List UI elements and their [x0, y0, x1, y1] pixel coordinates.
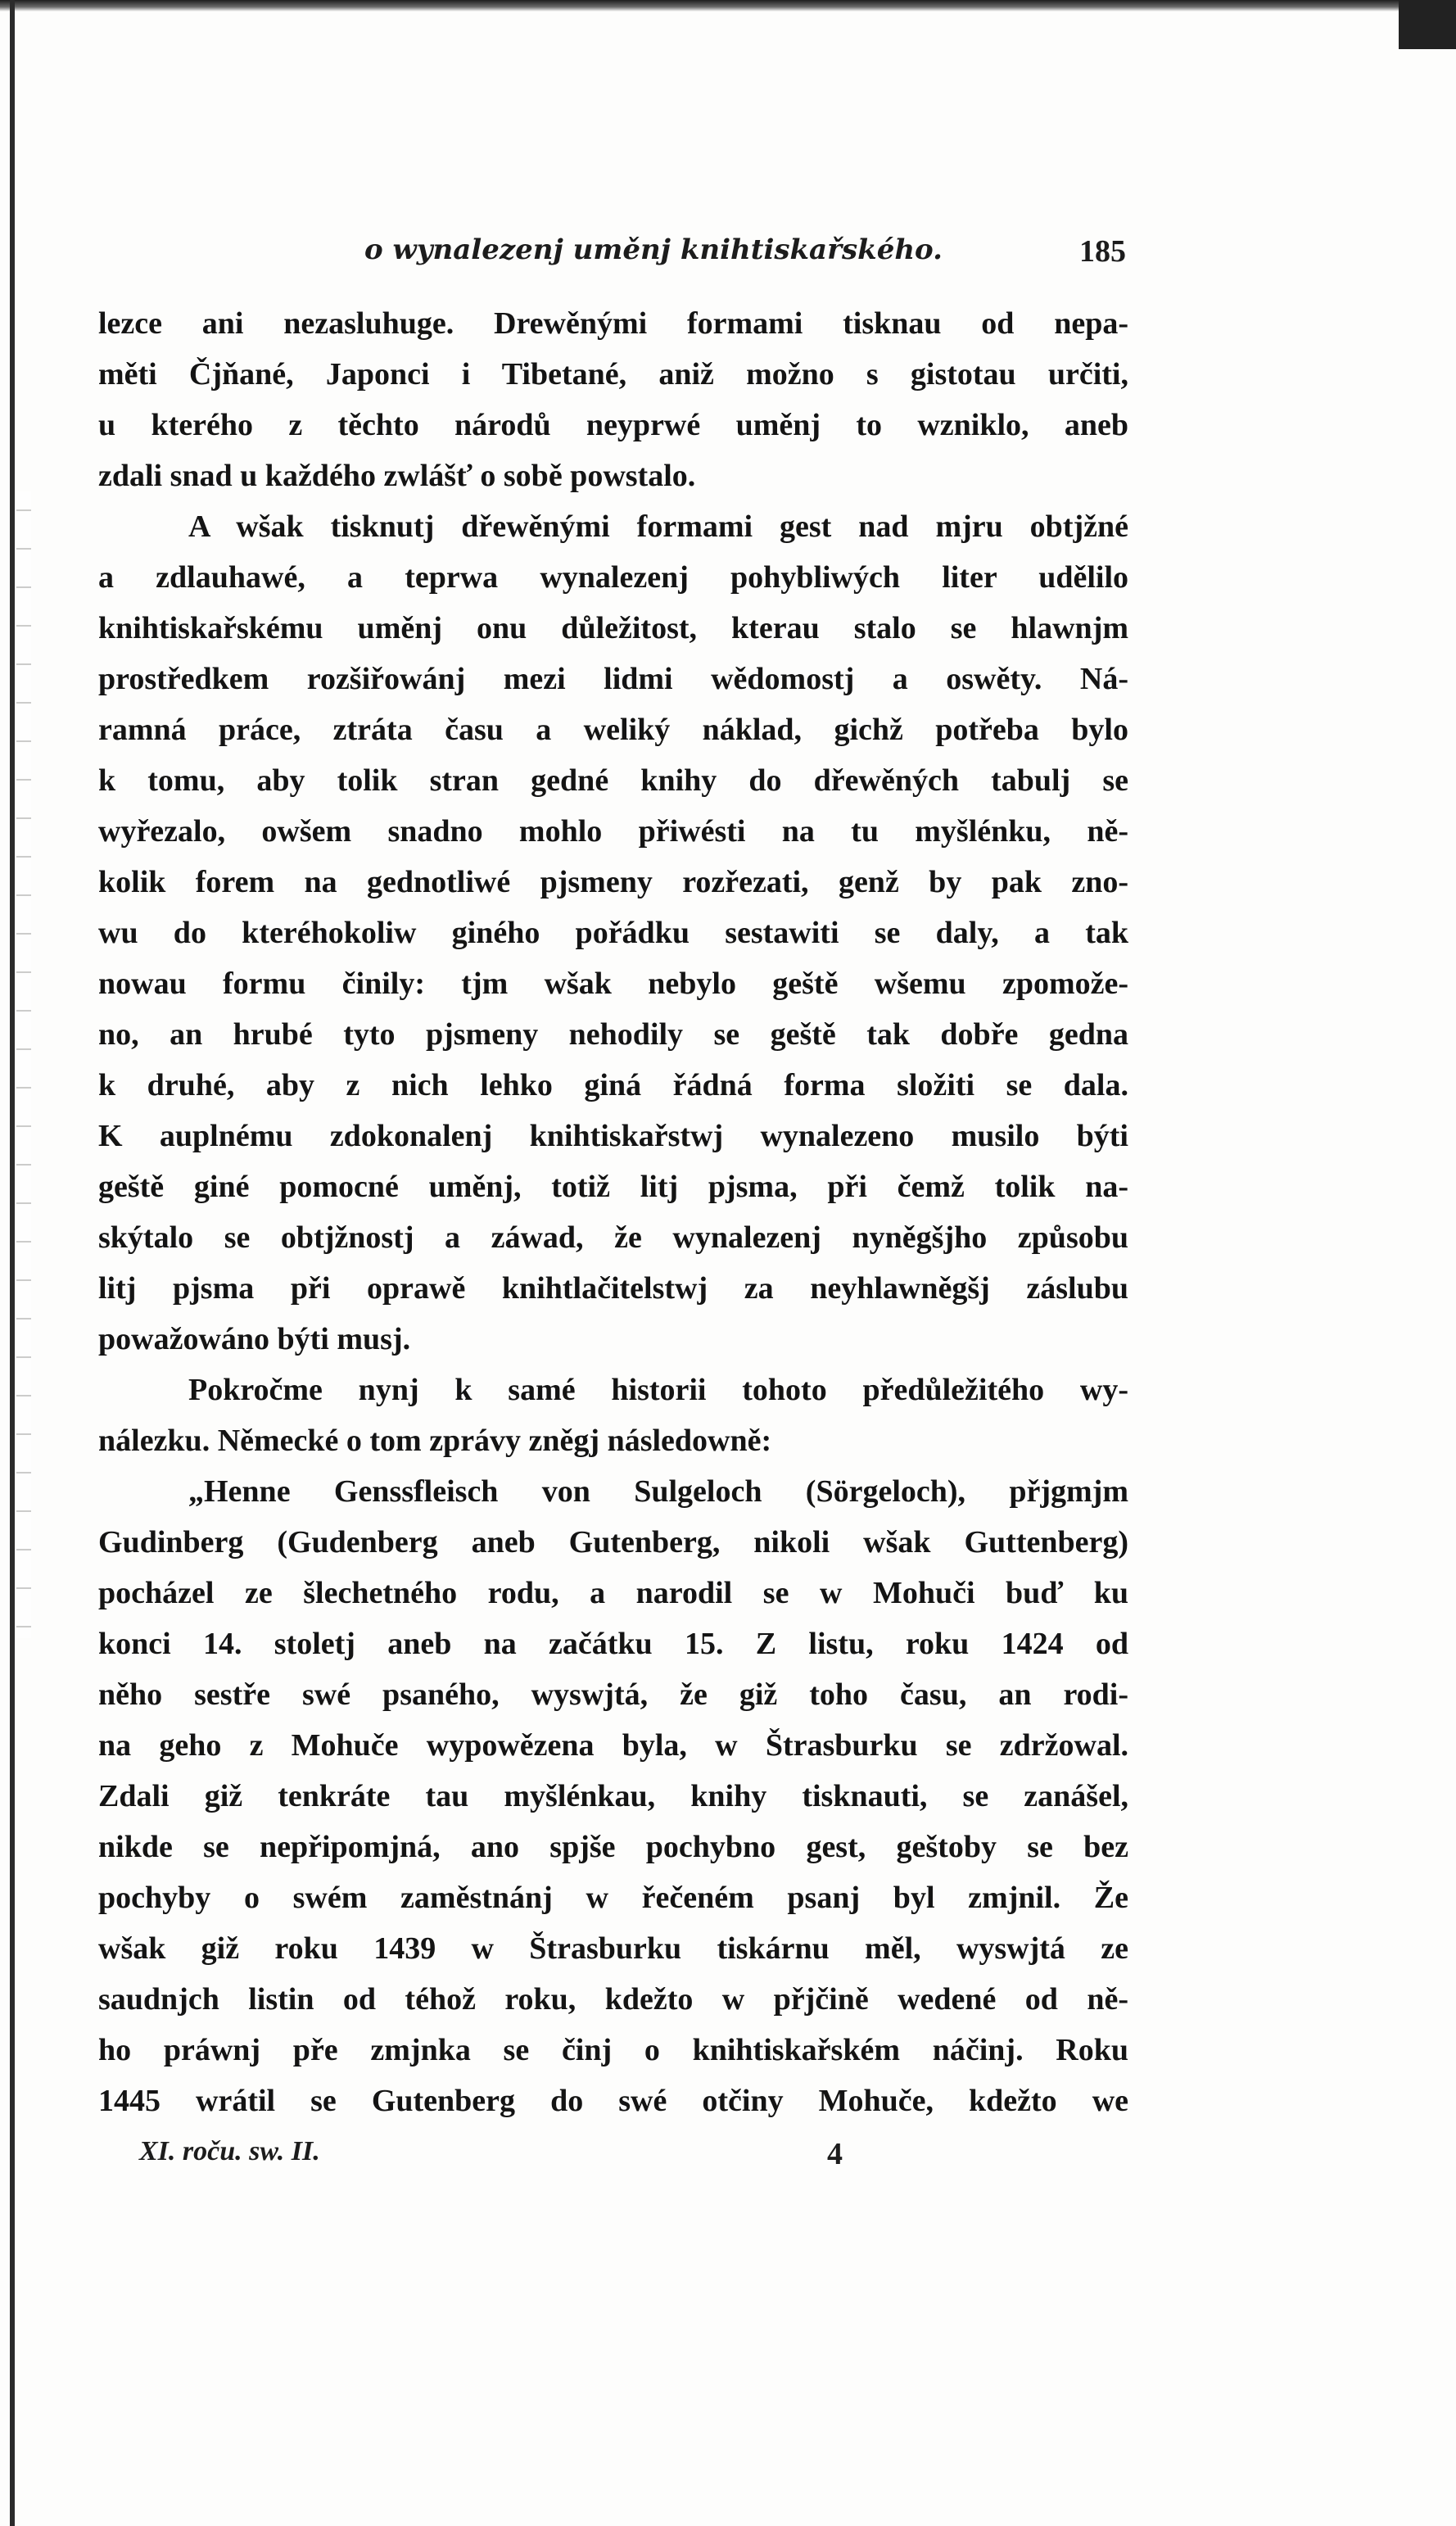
scan-edge-corner [1399, 0, 1456, 49]
text-line: skýtalo se obtjžnostj a záwad, že wynalezenj nyněgšjho způsobu [98, 1220, 1128, 1255]
text-line: Zdali giž tenkráte tau myšlénkau, knihy tisknauti, se zanášel, [98, 1779, 1128, 1813]
text-line: kolik forem na gednotliwé pjsmeny rozřezati, genž by pak zno- [98, 865, 1128, 899]
text-line: geště giné pomocné uměnj, totiž litj pjsma, při čemž tolik na- [98, 1170, 1128, 1204]
text-line: Pokročme nynj k samé historii tohoto předůležitého wy- [188, 1373, 1128, 1407]
text-line: konci 14. stoletj aneb na začátku 15. Z listu, roku 1424 od [98, 1627, 1128, 1661]
text-line: prostředkem rozšiřowánj mezi lidmi wědomostj a oswěty. Ná- [98, 662, 1128, 696]
text-line: k tomu, aby tolik stran gedné knihy do dřewěných tabulj se [98, 763, 1128, 798]
page-header [364, 233, 1126, 271]
text-line: A wšak tisknutj dřewěnými formami gest nad mjru obtjžné [188, 509, 1128, 544]
text-line: nowau formu činily: tjm wšak nebylo geště wšemu zpomože- [98, 966, 1128, 1001]
page-footer [139, 2136, 1122, 2177]
scan-edge-left [10, 0, 15, 2526]
text-line: wu do kteréhokoliw giného pořádku sestawiti se daly, a tak [98, 916, 1128, 950]
text-line: k druhé, aby z nich lehko giná řádná forma složiti se dala. [98, 1068, 1128, 1102]
text-line: ho práwnj pře zmjnka se činj o knihtiskařském náčinj. Roku [98, 2033, 1128, 2067]
scan-edge-top [0, 0, 1456, 11]
text-line: nálezku. Německé o tom zprávy zněgj následowně: [98, 1424, 772, 1458]
text-line: měti Čjňané, Japonci i Tibetané, aniž možno s gistotau určiti, [98, 357, 1128, 392]
text-line: a zdlauhawé, a teprwa wynalezenj pohybliwých liter udělilo [98, 560, 1128, 595]
text-line: saudnjch listin od téhož roku, kdežto w přjčině wedené od ně- [98, 1982, 1128, 2017]
printer-signature: XI. roču. sw. II. [139, 2136, 320, 2166]
text-line: „Henne Genssfleisch von Sulgeloch (Sörgeloch), přjgmjm [188, 1474, 1128, 1509]
text-line: u kterého z těchto národů neyprwé uměnj to wzniklo, aneb [98, 408, 1128, 442]
running-title: o wynalezenj uměnj knihtiskařského. [364, 233, 943, 266]
text-line: K auplnému zdokonalenj knihtiskařstwj wynalezeno musilo býti [98, 1119, 1128, 1153]
text-line: knihtiskařskému uměnj onu důležitost, kterau stalo se hlawnjm [98, 611, 1128, 645]
scan-specks [16, 491, 31, 1638]
text-line: powažowáno býti musj. [98, 1322, 411, 1356]
text-line: 1445 wrátil se Gutenberg do swé otčiny Mohuče, kdežto we [98, 2084, 1128, 2118]
text-line: no, an hrubé tyto pjsmeny nehodily se geště tak dobře gedna [98, 1017, 1128, 1052]
text-line: pochyby o swém zaměstnánj w řečeném psanj byl zmjnil. Že [98, 1881, 1128, 1915]
text-line: pocházel ze šlechetného rodu, a narodil se w Mohuči buď ku [98, 1576, 1128, 1610]
body-text [98, 298, 1128, 2126]
text-line: zdali snad u každého zwlášť o sobě powstalo. [98, 459, 696, 493]
text-line: wyřezalo, owšem snadno mohlo přiwésti na tu myšlénku, ně- [98, 814, 1128, 849]
text-line: wšak giž roku 1439 w Štrasburku tiskárnu měl, wyswjtá ze [98, 1931, 1128, 1966]
text-line: něho sestře swé psaného, wyswjtá, že giž toho času, an rodi- [98, 1677, 1128, 1712]
sheet-number: 4 [827, 2137, 843, 2171]
text-line: litj pjsma při oprawě knihtlačitelstwj za neyhlawněgšj záslubu [98, 1271, 1128, 1306]
page-number: 185 [1079, 234, 1126, 269]
text-line: Gudinberg (Gudenberg aneb Gutenberg, nikoli wšak Guttenberg) [98, 1525, 1128, 1560]
text-line: nikde se nepřipomjná, ano spjše pochybno gest, geštoby se bez [98, 1830, 1128, 1864]
text-line: ramná práce, ztráta času a weliký náklad, gichž potřeba bylo [98, 713, 1128, 747]
text-line: lezce ani nezasluhuge. Drewěnými formami tisknau od nepa- [98, 306, 1128, 341]
text-line: na geho z Mohuče wypowězena byla, w Štrasburku se zdržowal. [98, 1728, 1128, 1763]
